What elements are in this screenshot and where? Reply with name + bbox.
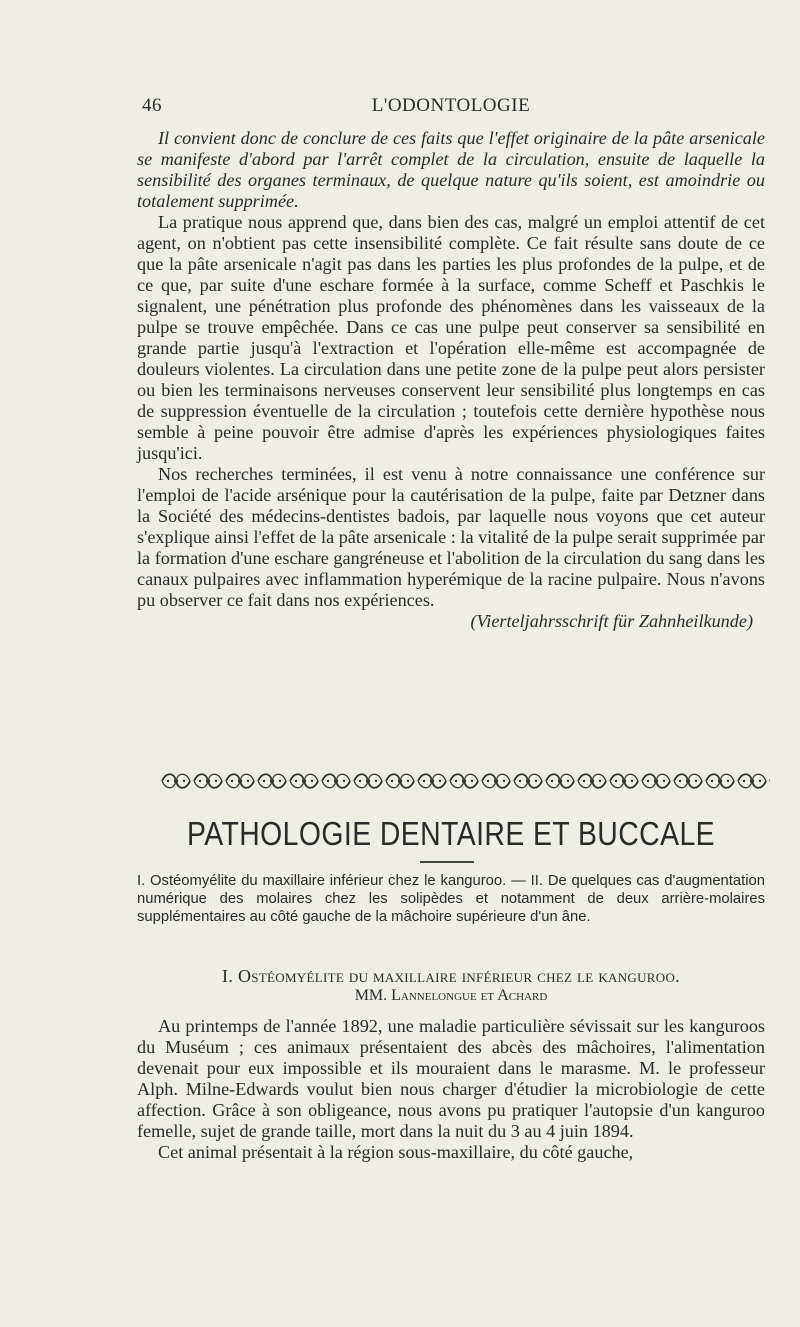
title-rule	[420, 861, 474, 863]
body-paragraph: Cet animal présentait à la région sous-maxillaire, du côté gauche,	[158, 1142, 634, 1162]
conclusion-paragraph: Il convient donc de conclure de ces faits que l'effet originaire de la pâte arsenicale se manifeste d'abord par l'arrêt complet de la circulation, ensuite de laquelle la sensibilité des organes terminaux, de quelque nature qu'ils soient, est amoindrie ou totalement supprimée.	[137, 128, 765, 211]
body-paragraph: La pratique nous apprend que, dans bien des cas, malgré un emploi attentif de cet agent, on n'obtient pas cette insensibilité complète. Ce fait résulte sans doute de ce que la pâte arsenicale n'agit pas dans les parties les plus profondes de la pulpe, et de ce que, par suite d'une eschare formée à la surface, comme Scheff et Paschkis le signalent, une pénétration plus profonde des phénomènes dans les vaisseaux de la pulpe se trouve empêchée. Dans ce cas une pulpe peut conserver sa sensibilité en grande partie jusqu'à l'extraction et l'opération elle-même est accompagnée de douleurs violentes. La circulation dans une petite zone de la pulpe peut alors persister ou bien les terminaisons nerveuses conservent leur sensibilité plus longtemps en cas de suppression éventuelle de la circulation ; toutefois cette dernière hypothèse nous semble à peine pouvoir être admise d'après les expériences physiologiques faites jusqu'ici.	[137, 212, 765, 463]
running-title: L'ODONTOLOGIE	[371, 95, 531, 116]
section-summary: I. Ostéomyélite du maxillaire inférieur chez le kanguroo. — II. De quelques cas d'augmentation numérique des molaires chez les solipèdes et notamment de deux arrière-molaires supplémentaires au côté gauche de la mâchoire supérieure d'un âne.	[137, 873, 765, 925]
source-citation: (Vierteljahrsschrift für Zahnheilkunde)	[470, 611, 753, 631]
article-body	[137, 1016, 765, 1163]
page-number: 46	[142, 95, 162, 116]
previous-article-ending	[137, 128, 765, 632]
ornamental-border	[160, 770, 770, 792]
article-authors: MM. Lannelongue et Achard	[354, 987, 548, 1004]
article-heading-block	[136, 966, 766, 1006]
body-paragraph: Nos recherches terminées, il est venu à notre connaissance une conférence sur l'emploi de l'acide arsénique pour la cautérisation de la pulpe, faite par Detzner dans la Société des médecins-dentistes badois, par laquelle nous voyons que cet auteur s'explique ainsi l'effet de la pâte arsenicale : la vitalité de la pulpe serait supprimée par la formation d'une eschare gangréneuse et l'abolition de la circulation du sang dans les canaux pulpaires avec inflammation hyperémique de la racine pulpaire. Nous n'avons pu observer ce fait dans nos expériences.	[137, 464, 765, 610]
body-paragraph: Au printemps de l'année 1892, une maladie particulière sévissait sur les kanguroos du Muséum ; ces animaux présentaient des abcès des mâchoires, l'alimentation devenait pour eux impossible et ils mouraient dans le marasme. M. le professeur Alph. Milne-Edwards voulut bien nous charger d'étudier la microbiologie de cette affection. Grâce à son obligeance, nous avons pu pratiquer l'autopsie d'un kanguroo femelle, sujet de grande taille, mort dans la nuit du 3 au 4 juin 1894.	[137, 1016, 765, 1141]
section-title: PATHOLOGIE DENTAIRE ET BUCCALE	[186, 815, 716, 852]
page-header	[136, 95, 766, 119]
article-heading: I. Ostéomyélite du maxillaire inférieur chez le kanguroo.	[222, 966, 680, 986]
